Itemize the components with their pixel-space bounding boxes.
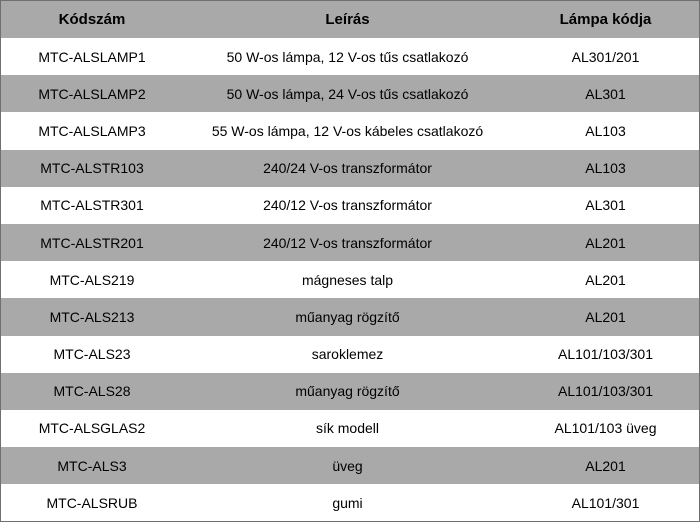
header-kodszam: Kódszám	[58, 11, 126, 28]
header-leiras: Leírás	[325, 11, 370, 28]
cell-code: MTC-ALSLAMP3	[38, 122, 146, 139]
cell-code: MTC-ALSRUB	[46, 494, 138, 511]
cell-code: MTC-ALSTR301	[40, 197, 144, 214]
cell-description: 240/24 V-os transzformátor	[263, 160, 432, 177]
cell-lamp-code: AL101/103/301	[558, 383, 653, 400]
table-row	[1, 336, 699, 373]
cell-description: 55 W-os lámpa, 12 V-os kábeles csatlakozó	[211, 122, 484, 139]
table-row	[1, 187, 699, 224]
table-row	[1, 298, 699, 335]
cell-lamp-code: AL201	[585, 308, 626, 325]
table-row	[1, 410, 699, 447]
cell-description: 240/12 V-os transzformátor	[263, 234, 432, 251]
cell-code: MTC-ALS213	[49, 308, 135, 325]
cell-code: MTC-ALS219	[49, 271, 135, 288]
table-row	[1, 447, 699, 484]
cell-lamp-code: AL301	[585, 197, 626, 214]
cell-description: műanyag rögzítő	[295, 383, 400, 400]
table-row	[1, 38, 699, 75]
table-row	[1, 75, 699, 112]
cell-code: MTC-ALS28	[53, 383, 131, 400]
cell-description: gumi	[332, 494, 363, 511]
table-row	[1, 261, 699, 298]
cell-description: üveg	[332, 457, 363, 474]
table-row	[1, 112, 699, 149]
cell-description: saroklemez	[311, 346, 384, 363]
cell-description: mágneses talp	[301, 271, 394, 288]
cell-lamp-code: AL101/103/301	[558, 346, 653, 363]
cell-lamp-code: AL301	[585, 85, 626, 102]
cell-code: MTC-ALSGLAS2	[38, 420, 146, 437]
header-lampa-kodja: Lámpa kódja	[559, 11, 652, 28]
cell-lamp-code: AL101/103 üveg	[554, 420, 657, 437]
table-row	[1, 150, 699, 187]
cell-lamp-code: AL101/301	[571, 494, 640, 511]
table-header-row	[1, 1, 699, 38]
cell-description: műanyag rögzítő	[295, 308, 400, 325]
cell-lamp-code: AL301/201	[571, 48, 640, 65]
table-body	[1, 38, 699, 521]
cell-description: 50 W-os lámpa, 24 V-os tűs csatlakozó	[226, 85, 469, 102]
cell-code: MTC-ALS3	[57, 457, 127, 474]
cell-description: sík modell	[315, 420, 380, 437]
table-row	[1, 224, 699, 261]
cell-code: MTC-ALSLAMP2	[38, 85, 146, 102]
cell-code: MTC-ALSTR201	[40, 234, 144, 251]
table-row	[1, 484, 699, 521]
cell-code: MTC-ALSLAMP1	[38, 48, 146, 65]
table-row	[1, 373, 699, 410]
cell-lamp-code: AL201	[585, 234, 626, 251]
parts-table-grid	[1, 1, 699, 521]
cell-lamp-code: AL103	[585, 160, 626, 177]
cell-description: 240/12 V-os transzformátor	[263, 197, 432, 214]
cell-description: 50 W-os lámpa, 12 V-os tűs csatlakozó	[226, 48, 469, 65]
cell-code: MTC-ALS23	[53, 346, 131, 363]
cell-code: MTC-ALSTR103	[40, 160, 144, 177]
cell-lamp-code: AL103	[585, 122, 626, 139]
cell-lamp-code: AL201	[585, 457, 626, 474]
cell-lamp-code: AL201	[585, 271, 626, 288]
